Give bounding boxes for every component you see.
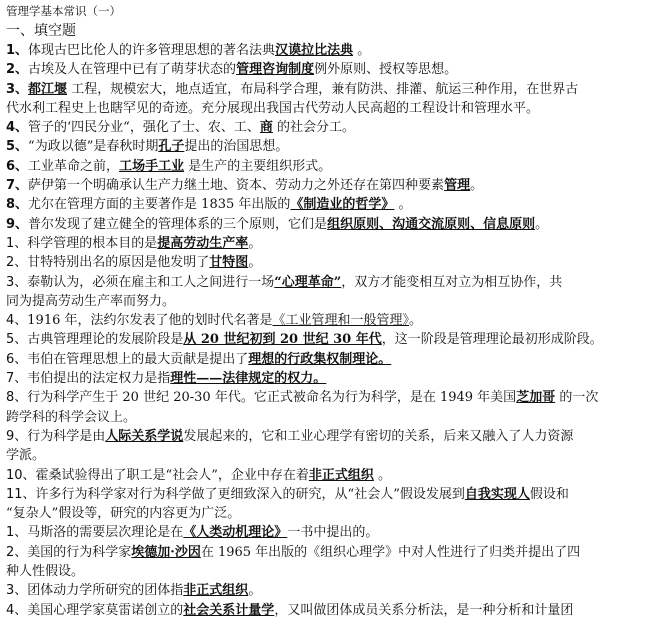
item-number: 1、 — [6, 235, 28, 251]
item-number: 2、 — [6, 255, 28, 271]
answer-text: 自我实现人 — [464, 486, 530, 502]
question-text: 许多行为科学家对行为科学做了更细致深入的研究，从“社会人”假设发展到 — [35, 486, 465, 502]
text-line — [6, 388, 657, 407]
question-text: 韦伯在管理思想上的最大贡献是提出了 — [27, 351, 249, 367]
text-line — [6, 99, 657, 118]
text-line — [6, 466, 657, 485]
question-text: 同为提高劳动生产率而努力。 — [6, 293, 176, 309]
answer-text: 商 — [259, 120, 273, 136]
question-text: 一书中提出的。 — [287, 525, 379, 541]
item-number: 1、 — [6, 43, 29, 58]
text-line — [6, 60, 657, 79]
question-text: 行为科学产生于 20 世纪 20-30 年代。它正式被命名为行为科学，是在 1949 年美国 — [27, 390, 517, 406]
answer-text: 汉谟拉比法典 — [275, 43, 354, 58]
text-line — [6, 234, 657, 253]
question-list — [6, 41, 657, 620]
question-text: 。 — [394, 197, 412, 213]
document-title: 管理学基本常识（一） — [6, 4, 121, 18]
answer-text: 非正式组织 — [308, 467, 374, 483]
item-number: 6、 — [6, 351, 28, 367]
answer-text: 理性——法律规定的权力。 — [170, 371, 327, 387]
answer-text: “心理革命” — [274, 274, 342, 290]
item-number: 9、 — [6, 428, 28, 444]
text-line — [6, 330, 657, 349]
question-text: 跨学科的科学会议上。 — [6, 409, 137, 425]
question-text: 种人性假设。 — [6, 564, 85, 580]
answer-text: 都江堰 — [28, 81, 68, 97]
question-text: 。 — [470, 178, 484, 194]
question-text: 甘特特别出名的原因是他发明了 — [27, 255, 210, 271]
answer-text: 埃德加·沙因 — [131, 544, 201, 560]
item-number: 4、 — [6, 602, 28, 618]
text-line — [6, 446, 657, 465]
question-text: 泰勒认为，必须在雇主和工人之间进行一场 — [27, 274, 275, 290]
question-text: 工业革命之前， — [28, 158, 120, 174]
question-text: 团体动力学所研究的团体指 — [27, 583, 184, 599]
item-number: 8、 — [6, 390, 28, 406]
question-text: 的一次 — [555, 390, 599, 406]
text-line — [6, 581, 657, 600]
text-line — [6, 504, 657, 523]
question-text: 是生产的主要组织形式。 — [184, 158, 332, 174]
question-text: 。 — [248, 583, 262, 599]
question-text: 假设和 — [529, 486, 569, 502]
question-text: 韦伯提出的法定权力是指 — [27, 371, 171, 387]
answer-text: 理想的行政集权制理论。 — [248, 351, 392, 367]
text-line — [6, 601, 657, 620]
question-text: 。 — [248, 255, 262, 271]
text-line — [6, 157, 657, 176]
answer-text: 提高劳动生产率 — [157, 235, 249, 251]
text-line — [6, 41, 657, 60]
item-number: 5、 — [6, 332, 28, 348]
item-number: 3、 — [6, 583, 28, 599]
question-text: 尤尔在管理方面的主要著作是 1835 年出版的 — [28, 197, 291, 213]
answer-text: 工场手工业 — [119, 158, 185, 174]
question-text: 在 1965 年出版的《组织心理学》中对人性进行了归类并提出了四 — [200, 544, 581, 560]
item-number: 5、 — [6, 139, 29, 155]
item-number: 9、 — [6, 216, 29, 232]
item-number: 11、 — [6, 486, 36, 502]
item-number: 3、 — [6, 81, 29, 97]
question-text: 。 — [409, 313, 423, 329]
item-number: 8、 — [6, 197, 29, 213]
question-text: 古埃及人在管理中已有了萌芽状态的 — [28, 62, 237, 78]
question-text: ，又叫做团体成员关系分析法，是一种分析和计量团 — [274, 602, 574, 618]
answer-text: 人际关系学说 — [105, 428, 184, 444]
question-text: 普尔发现了建立健全的管理体系的三个原则，它们是 — [28, 216, 328, 232]
text-line — [6, 408, 657, 427]
text-line — [6, 253, 657, 272]
item-number: 6、 — [6, 158, 29, 174]
item-number: 4、 — [6, 120, 29, 136]
item-number: 1、 — [6, 525, 28, 541]
answer-text: 非正式组织 — [183, 583, 249, 599]
answer-text: 社会关系计量学 — [183, 602, 275, 618]
answer-text: 从 20 世纪初到 20 世纪 30 年代 — [183, 332, 382, 348]
question-text: 马斯洛的需要层次理论是在 — [27, 525, 184, 541]
question-text: 的社会分工。 — [272, 120, 355, 136]
text-line — [6, 311, 657, 330]
question-text: 管子的‘四民分业“，强化了士、农、工、 — [28, 120, 260, 136]
document-page — [0, 3, 663, 618]
question-text: “复杂人”假设等，研究的内容更为广泛。 — [6, 506, 241, 522]
text-line — [6, 80, 657, 99]
text-line — [6, 523, 657, 542]
text-line — [6, 292, 657, 311]
question-text: 提出的治国思想。 — [184, 139, 289, 155]
answer-text: 管理 — [444, 178, 471, 194]
text-line — [6, 176, 657, 195]
question-text: 。 — [248, 235, 262, 251]
answer-text: 孔子 — [158, 139, 185, 155]
item-number: 2、 — [6, 544, 28, 560]
question-text: 霍桑试验得出了职工是“社会人”，企业中存在着 — [35, 467, 309, 483]
question-text: ，这一阶段是管理理论最初形成阶段。 — [381, 332, 603, 348]
text-line — [6, 427, 657, 446]
answer-text: 《人类动机理论》 — [183, 525, 288, 541]
question-text: “为政以德”是春秋时期 — [28, 139, 159, 155]
text-line — [6, 562, 657, 581]
section-heading: 一、填空题 — [6, 23, 76, 39]
question-text: 1916 年，法约尔发表了他的划时代名著是 — [27, 313, 273, 329]
answer-text: 芝加哥 — [516, 390, 556, 406]
question-text: 古典管理理论的发展阶段是 — [27, 332, 184, 348]
text-line — [6, 273, 657, 292]
question-text: 美国心理学家莫雷诺创立的 — [27, 602, 184, 618]
text-line — [6, 350, 657, 369]
answer-text: 组织原则、沟通交流原则、信息原则 — [327, 216, 536, 232]
item-number: 10、 — [6, 467, 36, 483]
question-text: 。 — [353, 43, 371, 58]
question-text: 发展起来的，它和工业心理学有密切的关系，后来又融入了人力资源 — [183, 428, 574, 444]
question-text: 美国的行为科学家 — [27, 544, 132, 560]
answer-text: 管理咨询制度 — [236, 62, 315, 78]
text-line — [6, 195, 657, 214]
text-line — [6, 137, 657, 156]
text-line — [6, 118, 657, 137]
question-text: 萨伊第一个明确承认生产力继土地、资本、劳动力之外还存在第四种要素 — [28, 178, 445, 194]
item-number: 4、 — [6, 313, 28, 329]
question-text: 行为科学是由 — [27, 428, 106, 444]
question-text: ，双方才能变相互对立为相互协作，共 — [341, 274, 563, 290]
question-text: 例外原则、授权等思想。 — [314, 62, 458, 78]
question-text: 工程，规模宏大，地点适宜，布局科学合理，兼有防洪、排灌、航运三种作用，在世界古 — [67, 81, 579, 97]
question-text: 。 — [535, 216, 549, 232]
item-number: 7、 — [6, 371, 28, 387]
text-line — [6, 215, 657, 234]
question-text: 学派。 — [6, 448, 46, 464]
text-line — [6, 485, 657, 504]
item-number: 7、 — [6, 178, 29, 194]
question-text: 。 — [373, 467, 391, 483]
text-line — [6, 369, 657, 388]
answer-text: 《制造业的哲学》 — [290, 197, 395, 213]
question-text: 体现古巴比伦人的许多管理思想的著名法典 — [28, 43, 276, 58]
item-number: 2、 — [6, 62, 29, 78]
question-text: 科学管理的根本目的是 — [27, 235, 158, 251]
question-text: 代水利工程史上也瞎罕见的奇迹。充分展现出我国古代劳动人民高超的工程设计和管理水平。 — [6, 100, 540, 116]
text-line — [6, 543, 657, 562]
item-number: 3、 — [6, 274, 28, 290]
answer-text: 甘特图 — [209, 255, 249, 271]
answer-text: 《工业管理和一般管理》 — [272, 313, 410, 329]
